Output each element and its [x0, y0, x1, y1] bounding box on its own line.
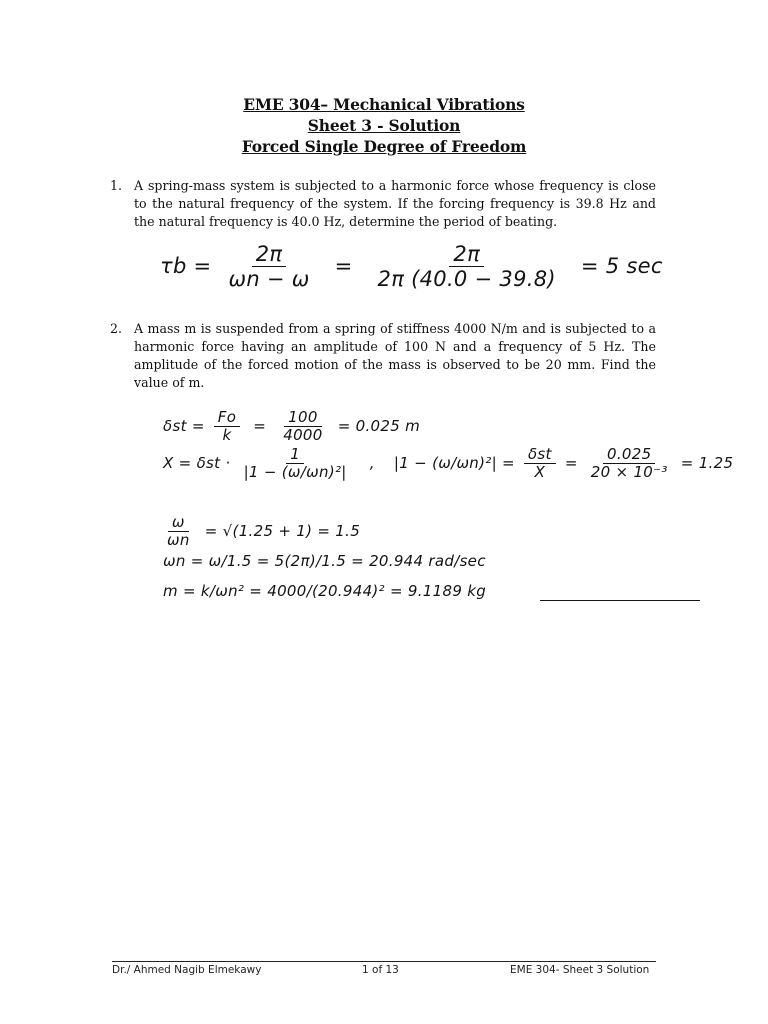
- equals: =: [564, 453, 578, 472]
- amplitude-lhs: X = δst ·: [163, 453, 231, 472]
- denominator: ωn: [167, 530, 190, 549]
- numerator: ω: [168, 514, 189, 532]
- solution-2-line-3: [163, 514, 360, 549]
- comma: ,: [369, 453, 375, 472]
- denominator: 2π (40.0 − 39.8): [377, 267, 556, 292]
- sheet-title: Sheet 3 - Solution: [307, 116, 461, 135]
- numerator: 0.025: [603, 446, 655, 464]
- result: = 1.25: [680, 453, 734, 472]
- denominator: X: [534, 462, 546, 481]
- numerator: 1: [286, 446, 304, 464]
- solution-2-line-5: m = k/ωn² = 4000/(20.944)² = 9.1189 kg: [163, 582, 487, 600]
- solution-2-line-1: [163, 409, 420, 444]
- fraction: [587, 446, 672, 481]
- result: = 0.025 m: [337, 416, 421, 435]
- denominator: 20 × 10⁻³: [590, 462, 668, 481]
- beat-period-lhs: τb =: [160, 254, 212, 279]
- denominator: ωn − ω: [228, 267, 310, 292]
- title-block: [0, 94, 768, 157]
- fraction: [224, 243, 313, 291]
- fraction: [214, 409, 240, 444]
- fraction: [279, 409, 326, 444]
- problem-text: A mass m is suspended from a spring of stiffness 4000 N/m and is subjected to a harmonic force having an amplitude of 100 N and a frequency of 5 Hz. The amplitude of the forced motion of the mass is observed to be 20 mm. Find the value of m.: [134, 321, 656, 390]
- frequency-ratio: = √(1.25 + 1) = 1.5: [204, 521, 361, 540]
- fraction: [163, 514, 194, 549]
- equals: =: [334, 254, 353, 279]
- result: = 5 sec: [580, 254, 663, 279]
- numerator: δst: [524, 446, 556, 464]
- static-deflection-lhs: δst =: [163, 416, 205, 435]
- footer-page-number: 1 of 13: [362, 964, 399, 976]
- equals: =: [253, 416, 267, 435]
- solution-2-line-4: ωn = ω/1.5 = 5(2π)/1.5 = 20.944 rad/sec: [163, 552, 486, 570]
- problem-number: 2.: [110, 321, 123, 336]
- course-title: EME 304– Mechanical Vibrations: [243, 95, 525, 114]
- numerator: 2π: [449, 243, 484, 267]
- underline-rule: [540, 600, 700, 601]
- denominator: k: [222, 425, 232, 444]
- numerator: 2π: [252, 243, 287, 267]
- footer-divider: [112, 961, 656, 962]
- denominator: 4000: [283, 425, 323, 444]
- topic-title: Forced Single Degree of Freedom: [241, 137, 527, 156]
- problem-1: [110, 177, 656, 231]
- problem-number: 1.: [110, 178, 123, 193]
- denominator: |1 − (ω/ωn)²|: [243, 462, 347, 481]
- problem-2: [110, 320, 656, 392]
- fraction: [524, 446, 556, 481]
- numerator: 100: [284, 409, 322, 427]
- fraction: [240, 446, 351, 481]
- numerator: Fo: [214, 409, 240, 427]
- footer-author: Dr./ Ahmed Nagib Elmekawy: [112, 964, 262, 976]
- abs-expression: |1 − (ω/ωn)²| =: [393, 453, 515, 472]
- footer-doc-title: EME 304- Sheet 3 Solution: [510, 964, 650, 976]
- problem-text: A spring-mass system is subjected to a harmonic force whose frequency is close to the natural frequency of the system. If the forcing frequency is 39.8 Hz and the natural frequency is 40.0 Hz, determine the period of beating.: [134, 178, 656, 229]
- solution-1-equation: [160, 243, 663, 291]
- solution-2-line-2: [163, 446, 733, 481]
- fraction: [374, 243, 560, 291]
